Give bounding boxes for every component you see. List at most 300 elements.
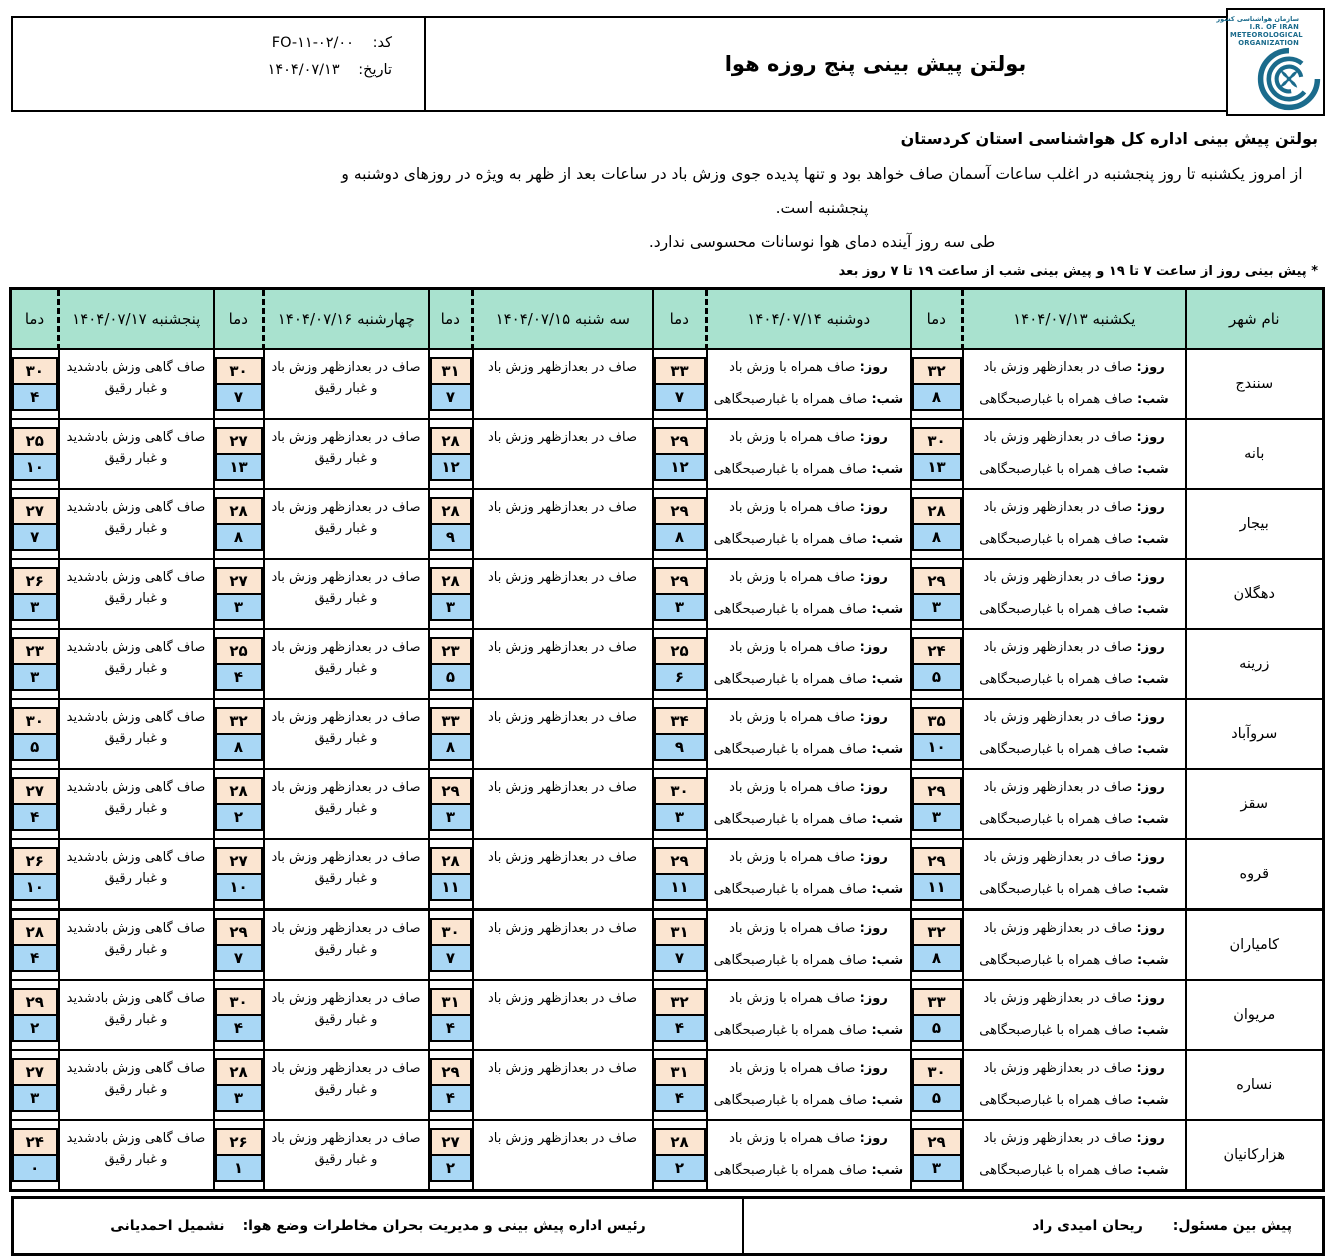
weather-cell: [963, 980, 1186, 1050]
day-max-temp: ۳۰: [654, 777, 706, 805]
table-row: [11, 699, 1324, 769]
night-min-temp: ۱۱: [430, 873, 472, 901]
weather-cell: [707, 629, 911, 699]
day-weather-text: روز: صاف همراه با وزش باد: [729, 640, 888, 655]
date-value: ۱۴۰۴/۰۷/۱۳: [267, 62, 340, 78]
day-max-temp: ۳۰: [912, 1058, 962, 1086]
temp-column-header: دما: [911, 289, 963, 349]
weather-cell: [264, 839, 429, 910]
weather-text: صاف در بعدازظهر وزش باد و غبار رقیق: [271, 639, 421, 676]
weather-text: صاف در بعدازظهر وزش باد: [488, 639, 637, 655]
temperature-cell: [911, 559, 963, 629]
weather-cell: [707, 769, 911, 839]
night-weather-text: شب: صاف همراه با غبارصبحگاهی: [713, 953, 904, 968]
day-weather-text: روز: صاف در بعدازظهر وزش باد: [983, 360, 1165, 375]
day-max-temp: ۳۲: [654, 988, 706, 1016]
day-header-monday: دوشنبه ۱۴۰۴/۰۷/۱۴: [707, 289, 911, 349]
weather-cell: [707, 909, 911, 980]
table-row: [11, 419, 1324, 489]
weather-cell: [473, 839, 653, 910]
weather-text: صاف گاهی وزش بادشدید و غبار رقیق: [66, 429, 206, 466]
day-weather-text: روز: صاف همراه با وزش باد: [729, 710, 888, 725]
day-max-temp: ۲۷: [430, 1128, 472, 1156]
city-name: نساره: [1186, 1050, 1324, 1120]
weather-cell: [963, 349, 1186, 419]
head-of-office-cell: [14, 1199, 744, 1253]
night-min-temp: ۱: [215, 1154, 263, 1182]
city-name: هزارکانیان: [1186, 1120, 1324, 1191]
temperature-cell: [11, 419, 59, 489]
day-weather-text: روز: صاف همراه با وزش باد: [729, 1061, 888, 1076]
weather-cell: [264, 559, 429, 629]
day-max-temp: ۲۹: [912, 1128, 962, 1156]
weather-cell: [59, 980, 214, 1050]
temperature-cell: [911, 419, 963, 489]
weather-cell: [707, 980, 911, 1050]
temperature-cell: [429, 980, 473, 1050]
weather-text: صاف در بعدازظهر وزش باد و غبار رقیق: [271, 569, 421, 606]
code-value: FO-۱۱-۰۲/۰۰: [271, 35, 354, 51]
weather-cell: [473, 699, 653, 769]
table-row: [11, 839, 1324, 910]
day-max-temp: ۳۱: [430, 988, 472, 1016]
weather-cell: [264, 909, 429, 980]
temperature-cell: [429, 699, 473, 769]
temperature-cell: [214, 629, 264, 699]
weather-cell: [264, 349, 429, 419]
night-min-temp: ۹: [654, 733, 706, 761]
day-weather-text: روز: صاف در بعدازظهر وزش باد: [983, 570, 1165, 585]
temperature-cell: [911, 909, 963, 980]
temp-column-header: دما: [653, 289, 707, 349]
temperature-cell: [214, 349, 264, 419]
day-max-temp: ۲۸: [912, 497, 962, 525]
day-max-temp: ۲۹: [654, 497, 706, 525]
night-min-temp: ۱۰: [12, 873, 58, 901]
night-min-temp: ۵: [912, 1014, 962, 1042]
day-max-temp: ۳۰: [12, 707, 58, 735]
day-max-temp: ۲۷: [12, 777, 58, 805]
head-of-office-label: رئیس اداره پیش بینی و مدیریت بحران مخاطرات وضع هوا:: [242, 1217, 646, 1234]
night-weather-text: شب: صاف همراه با غبارصبحگاهی: [979, 602, 1169, 617]
weather-cell: [59, 769, 214, 839]
weather-cell: [59, 559, 214, 629]
night-min-temp: ۵: [430, 663, 472, 691]
temperature-cell: [911, 629, 963, 699]
weather-text: صاف در بعدازظهر وزش باد: [488, 709, 637, 725]
day-weather-text: روز: صاف همراه با وزش باد: [729, 780, 888, 795]
night-min-temp: ۸: [912, 523, 962, 551]
weather-text: صاف در بعدازظهر وزش باد: [488, 1060, 637, 1076]
day-max-temp: ۲۸: [430, 427, 472, 455]
temperature-cell: [214, 909, 264, 980]
night-min-temp: ۱۰: [12, 453, 58, 481]
night-weather-text: شب: صاف همراه با غبارصبحگاهی: [713, 1163, 904, 1178]
temperature-cell: [429, 839, 473, 910]
temperature-cell: [214, 419, 264, 489]
temp-column-header: دما: [429, 289, 473, 349]
weather-text: صاف در بعدازظهر وزش باد: [488, 849, 637, 865]
temperature-cell: [11, 1120, 59, 1191]
temperature-cell: [214, 839, 264, 910]
day-max-temp: ۲۹: [912, 777, 962, 805]
temperature-cell: [653, 699, 707, 769]
city-name: دهگلان: [1186, 559, 1324, 629]
weather-cell: [59, 1050, 214, 1120]
temperature-cell: [214, 1120, 264, 1191]
table-row: [11, 559, 1324, 629]
weather-text: صاف گاهی وزش بادشدید و غبار رقیق: [66, 359, 206, 396]
weather-cell: [264, 489, 429, 559]
weather-cell: [473, 489, 653, 559]
weather-text: صاف در بعدازظهر وزش باد: [488, 429, 637, 445]
temperature-cell: [911, 349, 963, 419]
temperature-cell: [11, 909, 59, 980]
day-max-temp: ۲۴: [12, 1128, 58, 1156]
day-max-temp: ۳۰: [12, 357, 58, 385]
temperature-cell: [11, 980, 59, 1050]
night-weather-text: شب: صاف همراه با غبارصبحگاهی: [979, 1023, 1169, 1038]
temperature-cell: [653, 349, 707, 419]
weather-cell: [707, 489, 911, 559]
weather-cell: [264, 980, 429, 1050]
day-max-temp: ۳۳: [654, 357, 706, 385]
night-min-temp: ۴: [430, 1014, 472, 1042]
day-max-temp: ۲۹: [654, 427, 706, 455]
spiral-logo-icon: [1256, 46, 1322, 112]
day-max-temp: ۲۸: [215, 497, 263, 525]
temperature-cell: [214, 699, 264, 769]
day-weather-text: روز: صاف همراه با وزش باد: [729, 570, 888, 585]
night-min-temp: ۱۱: [912, 873, 962, 901]
weather-text: صاف در بعدازظهر وزش باد و غبار رقیق: [271, 779, 421, 816]
day-weather-text: روز: صاف در بعدازظهر وزش باد: [983, 780, 1165, 795]
code-row: [23, 30, 392, 57]
temperature-cell: [653, 419, 707, 489]
temperature-cell: [429, 1050, 473, 1120]
forecast-summary: [326, 157, 1318, 259]
table-row: [11, 489, 1324, 559]
day-max-temp: ۳۳: [912, 988, 962, 1016]
temperature-cell: [653, 489, 707, 559]
weather-text: صاف در بعدازظهر وزش باد و غبار رقیق: [271, 1060, 421, 1097]
weather-cell: [473, 629, 653, 699]
city-name: بیجار: [1186, 489, 1324, 559]
forecaster-label: پیش بین مسئول:: [1172, 1217, 1292, 1234]
day-max-temp: ۲۶: [12, 847, 58, 875]
night-weather-text: شب: صاف همراه با غبارصبحگاهی: [713, 742, 904, 757]
weather-cell: [963, 699, 1186, 769]
forecast-table: [9, 287, 1325, 1192]
day-max-temp: ۲۹: [430, 777, 472, 805]
day-max-temp: ۲۸: [215, 1058, 263, 1086]
temp-column-header: دما: [214, 289, 264, 349]
title-cell: [426, 16, 1325, 112]
night-min-temp: ۷: [215, 944, 263, 972]
temperature-cell: [214, 1050, 264, 1120]
night-min-temp: ۸: [430, 733, 472, 761]
night-min-temp: ۸: [215, 733, 263, 761]
day-max-temp: ۲۵: [12, 427, 58, 455]
day-max-temp: ۳۰: [215, 988, 263, 1016]
day-max-temp: ۲۸: [215, 777, 263, 805]
night-min-temp: ۳: [912, 593, 962, 621]
date-row: [23, 57, 392, 84]
weather-text: صاف در بعدازظهر وزش باد و غبار رقیق: [271, 1130, 421, 1167]
day-weather-text: روز: صاف در بعدازظهر وزش باد: [983, 710, 1165, 725]
weather-text: صاف در بعدازظهر وزش باد و غبار رقیق: [271, 359, 421, 396]
top-band: [11, 16, 1325, 112]
night-min-temp: ۸: [215, 523, 263, 551]
day-max-temp: ۲۶: [12, 567, 58, 595]
temperature-cell: [911, 1120, 963, 1191]
day-weather-text: روز: صاف در بعدازظهر وزش باد: [983, 1131, 1165, 1146]
day-max-temp: ۲۷: [12, 497, 58, 525]
weather-cell: [473, 909, 653, 980]
day-max-temp: ۳۲: [912, 918, 962, 946]
night-min-temp: ۳: [215, 593, 263, 621]
day-weather-text: روز: صاف در بعدازظهر وزش باد: [983, 850, 1165, 865]
weather-text: صاف گاهی وزش بادشدید و غبار رقیق: [66, 1130, 206, 1167]
logo-org-line3: ORGANIZATION: [1238, 39, 1299, 47]
weather-cell: [707, 699, 911, 769]
night-min-temp: ۴: [654, 1084, 706, 1112]
night-weather-text: شب: صاف همراه با غبارصبحگاهی: [713, 882, 904, 897]
day-max-temp: ۲۷: [12, 1058, 58, 1086]
weather-cell: [59, 349, 214, 419]
night-min-temp: ۱۳: [912, 453, 962, 481]
night-weather-text: شب: صاف همراه با غبارصبحگاهی: [713, 1023, 904, 1038]
night-min-temp: ۱۳: [215, 453, 263, 481]
night-min-temp: ۳: [912, 1154, 962, 1182]
night-min-temp: ۳: [12, 663, 58, 691]
day-weather-text: روز: صاف همراه با وزش باد: [729, 1131, 888, 1146]
day-max-temp: ۳۰: [912, 427, 962, 455]
night-weather-text: شب: صاف همراه با غبارصبحگاهی: [713, 672, 904, 687]
day-weather-text: روز: صاف در بعدازظهر وزش باد: [983, 640, 1165, 655]
temperature-cell: [11, 699, 59, 769]
temperature-cell: [653, 909, 707, 980]
weather-cell: [707, 1120, 911, 1191]
night-weather-text: شب: صاف همراه با غبارصبحگاهی: [713, 812, 904, 827]
weather-cell: [707, 349, 911, 419]
night-min-temp: ۲: [430, 1154, 472, 1182]
weather-text: صاف در بعدازظهر وزش باد: [488, 499, 637, 515]
weather-text: صاف گاهی وزش بادشدید و غبار رقیق: [66, 1060, 206, 1097]
city-name: بانه: [1186, 419, 1324, 489]
weather-text: صاف در بعدازظهر وزش باد و غبار رقیق: [271, 920, 421, 957]
city-name: سروآباد: [1186, 699, 1324, 769]
night-min-temp: ۶: [654, 663, 706, 691]
day-max-temp: ۲۳: [430, 637, 472, 665]
night-min-temp: ۵: [12, 733, 58, 761]
weather-cell: [59, 489, 214, 559]
logo-org-name-fa: سازمان هواشناسی کشور: [1216, 15, 1299, 23]
weather-cell: [59, 699, 214, 769]
weather-cell: [963, 419, 1186, 489]
bulletin-heading: بولتن پیش بینی اداره کل هواشناسی استان کردستان: [900, 129, 1318, 148]
night-min-temp: ۷: [430, 383, 472, 411]
weather-cell: [473, 1050, 653, 1120]
weather-cell: [963, 629, 1186, 699]
weather-cell: [473, 419, 653, 489]
night-min-temp: ۱۲: [430, 453, 472, 481]
weather-text: صاف در بعدازظهر وزش باد و غبار رقیق: [271, 849, 421, 886]
day-max-temp: ۲۵: [215, 637, 263, 665]
day-max-temp: ۲۹: [912, 567, 962, 595]
weather-cell: [707, 559, 911, 629]
city-name: سقز: [1186, 769, 1324, 839]
night-min-temp: ۳: [912, 803, 962, 831]
temperature-cell: [911, 1050, 963, 1120]
night-min-temp: ۱۰: [215, 873, 263, 901]
night-min-temp: ۳: [12, 1084, 58, 1112]
weather-cell: [264, 629, 429, 699]
night-min-temp: ۳: [430, 803, 472, 831]
night-weather-text: شب: صاف همراه با غبارصبحگاهی: [713, 392, 904, 407]
day-max-temp: ۳۴: [654, 707, 706, 735]
weather-cell: [59, 839, 214, 910]
intro-section: [0, 129, 1336, 279]
weather-cell: [59, 909, 214, 980]
weather-text: صاف گاهی وزش بادشدید و غبار رقیق: [66, 569, 206, 606]
weather-cell: [473, 769, 653, 839]
day-max-temp: ۲۷: [215, 567, 263, 595]
table-header-row: [11, 289, 1324, 349]
temperature-cell: [911, 489, 963, 559]
night-min-temp: ۳: [654, 593, 706, 621]
night-weather-text: شب: صاف همراه با غبارصبحگاهی: [979, 953, 1169, 968]
day-header-thursday: پنجشنبه ۱۴۰۴/۰۷/۱۷: [59, 289, 214, 349]
logo-org-line1: I.R. OF IRAN: [1249, 23, 1299, 31]
head-of-office-name: نشمیل احمدیانی: [110, 1217, 225, 1234]
weather-cell: [963, 559, 1186, 629]
weather-text: صاف در بعدازظهر وزش باد و غبار رقیق: [271, 429, 421, 466]
day-weather-text: روز: صاف در بعدازظهر وزش باد: [983, 430, 1165, 445]
night-min-temp: ۰: [12, 1154, 58, 1182]
night-weather-text: شب: صاف همراه با غبارصبحگاهی: [713, 602, 904, 617]
night-min-temp: ۷: [12, 523, 58, 551]
weather-text: صاف در بعدازظهر وزش باد: [488, 920, 637, 936]
table-row: [11, 909, 1324, 980]
logo-text: [1216, 15, 1303, 47]
night-weather-text: شب: صاف همراه با غبارصبحگاهی: [979, 672, 1169, 687]
day-max-temp: ۲۸: [12, 918, 58, 946]
weather-text: صاف در بعدازظهر وزش باد و غبار رقیق: [271, 709, 421, 746]
day-max-temp: ۲۴: [912, 637, 962, 665]
weather-cell: [264, 699, 429, 769]
day-max-temp: ۲۹: [654, 567, 706, 595]
temperature-cell: [11, 769, 59, 839]
temperature-cell: [653, 839, 707, 910]
weather-cell: [963, 1120, 1186, 1191]
day-header-tuesday: سه شنبه ۱۴۰۴/۰۷/۱۵: [473, 289, 653, 349]
day-max-temp: ۳۰: [430, 918, 472, 946]
table-row: [11, 980, 1324, 1050]
city-column-header: نام شهر: [1186, 289, 1324, 349]
night-weather-text: شب: صاف همراه با غبارصبحگاهی: [979, 462, 1169, 477]
night-min-temp: ۸: [912, 944, 962, 972]
night-min-temp: ۳: [654, 803, 706, 831]
forecaster-name: ریحان امیدی راد: [1032, 1217, 1143, 1234]
night-min-temp: ۴: [430, 1084, 472, 1112]
day-max-temp: ۳۱: [430, 357, 472, 385]
night-min-temp: ۱۰: [912, 733, 962, 761]
weather-cell: [264, 1120, 429, 1191]
night-min-temp: ۲: [215, 803, 263, 831]
temperature-cell: [429, 1120, 473, 1191]
city-name: مریوان: [1186, 980, 1324, 1050]
day-header-sunday: یکشنبه ۱۴۰۴/۰۷/۱۳: [963, 289, 1186, 349]
day-weather-text: روز: صاف در بعدازظهر وزش باد: [983, 500, 1165, 515]
day-max-temp: ۲۳: [12, 637, 58, 665]
night-min-temp: ۱۲: [654, 453, 706, 481]
weather-cell: [963, 489, 1186, 559]
temperature-cell: [429, 559, 473, 629]
night-min-temp: ۲: [12, 1014, 58, 1042]
weather-cell: [963, 769, 1186, 839]
night-min-temp: ۳: [430, 593, 472, 621]
forecast-hours-note: * پیش بینی روز از ساعت ۷ تا ۱۹ و پیش بینی شب از ساعت ۱۹ تا ۷ روز بعد: [838, 264, 1318, 279]
day-weather-text: روز: صاف همراه با وزش باد: [729, 360, 888, 375]
weather-text: صاف در بعدازظهر وزش باد: [488, 990, 637, 1006]
logo-org-line2: METEOROLOGICAL: [1230, 31, 1303, 39]
night-weather-text: شب: صاف همراه با غبارصبحگاهی: [713, 532, 904, 547]
temperature-cell: [911, 839, 963, 910]
night-min-temp: ۱۱: [654, 873, 706, 901]
weather-text: صاف گاهی وزش بادشدید و غبار رقیق: [66, 849, 206, 886]
night-min-temp: ۴: [12, 944, 58, 972]
day-max-temp: ۳۱: [654, 918, 706, 946]
weather-cell: [59, 629, 214, 699]
table-row: [11, 1120, 1324, 1191]
night-min-temp: ۷: [654, 383, 706, 411]
night-weather-text: شب: صاف همراه با غبارصبحگاهی: [979, 882, 1169, 897]
night-min-temp: ۷: [654, 944, 706, 972]
weather-cell: [963, 839, 1186, 910]
weather-cell: [963, 909, 1186, 980]
night-weather-text: شب: صاف همراه با غبارصبحگاهی: [979, 532, 1169, 547]
temperature-cell: [429, 909, 473, 980]
weather-cell: [707, 1050, 911, 1120]
night-min-temp: ۵: [912, 663, 962, 691]
temperature-cell: [653, 559, 707, 629]
night-min-temp: ۴: [12, 803, 58, 831]
temperature-cell: [429, 349, 473, 419]
day-max-temp: ۲۶: [215, 1128, 263, 1156]
temperature-cell: [214, 769, 264, 839]
temperature-cell: [653, 980, 707, 1050]
temperature-cell: [911, 699, 963, 769]
night-min-temp: ۷: [430, 944, 472, 972]
forecast-summary-line2: طی سه روز آینده دمای هوا نوسانات محسوسی ندارد.: [648, 233, 996, 251]
night-weather-text: شب: صاف همراه با غبارصبحگاهی: [979, 392, 1169, 407]
weather-text: صاف گاهی وزش بادشدید و غبار رقیق: [66, 499, 206, 536]
day-weather-text: روز: صاف در بعدازظهر وزش باد: [983, 991, 1165, 1006]
night-weather-text: شب: صاف همراه با غبارصبحگاهی: [979, 1163, 1169, 1178]
city-name: سنندج: [1186, 349, 1324, 419]
weather-text: صاف در بعدازظهر وزش باد: [488, 1130, 637, 1146]
temperature-cell: [11, 489, 59, 559]
night-min-temp: ۸: [912, 383, 962, 411]
day-weather-text: روز: صاف همراه با وزش باد: [729, 430, 888, 445]
day-max-temp: ۲۹: [912, 847, 962, 875]
day-weather-text: روز: صاف همراه با وزش باد: [729, 991, 888, 1006]
day-max-temp: ۳۰: [215, 357, 263, 385]
weather-text: صاف گاهی وزش بادشدید و غبار رقیق: [66, 990, 206, 1027]
weather-text: صاف گاهی وزش بادشدید و غبار رقیق: [66, 709, 206, 746]
temperature-cell: [11, 559, 59, 629]
